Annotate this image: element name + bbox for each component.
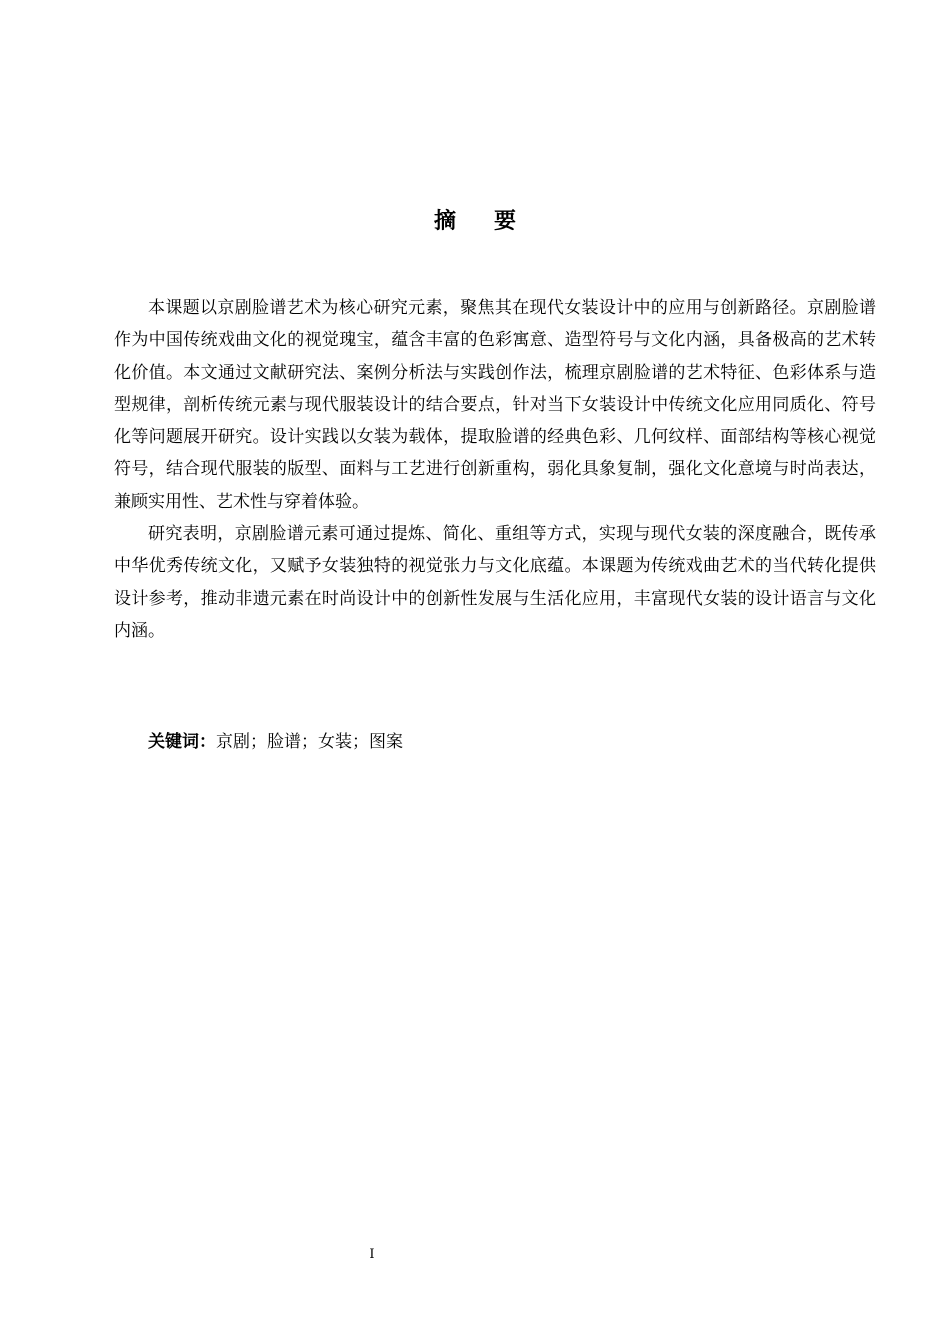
keywords-values: 京剧；脸谱；女装；图案	[216, 732, 403, 752]
page-number: I	[369, 1247, 375, 1262]
keywords-line	[148, 726, 403, 758]
abstract-body	[114, 292, 876, 647]
keywords-label: 关键词：	[148, 732, 216, 752]
abstract-paragraph-2: 研究表明，京剧脸谱元素可通过提炼、简化、重组等方式，实现与现代女装的深度融合，既传承中华优秀传统文化，又赋予女装独特的视觉张力与文化底蕴。本课题为传统戏曲艺术的当代转化提供设计参考，推动非遗元素在时尚设计中的创新性发展与生活化应用，丰富现代女装的设计语言与文化内涵。	[114, 524, 876, 641]
abstract-paragraph-1: 本课题以京剧脸谱艺术为核心研究元素，聚焦其在现代女装设计中的应用与创新路径。京剧脸谱作为中国传统戏曲文化的视觉瑰宝，蕴含丰富的色彩寓意、造型符号与文化内涵，具备极高的艺术转化价值。本文通过文献研究法、案例分析法与实践创作法，梳理京剧脸谱的艺术特征、色彩体系与造型规律，剖析传统元素与现代服装设计的结合要点，针对当下女装设计中传统文化应用同质化、符号化等问题展开研究。设计实践以女装为载体，提取脸谱的经典色彩、几何纹样、面部结构等核心视觉符号，结合现代服装的版型、面料与工艺进行创新重构，弱化具象复制，强化文化意境与时尚表达，兼顾实用性、艺术性与穿着体验。	[114, 298, 876, 512]
page-title: 摘要	[433, 209, 554, 234]
